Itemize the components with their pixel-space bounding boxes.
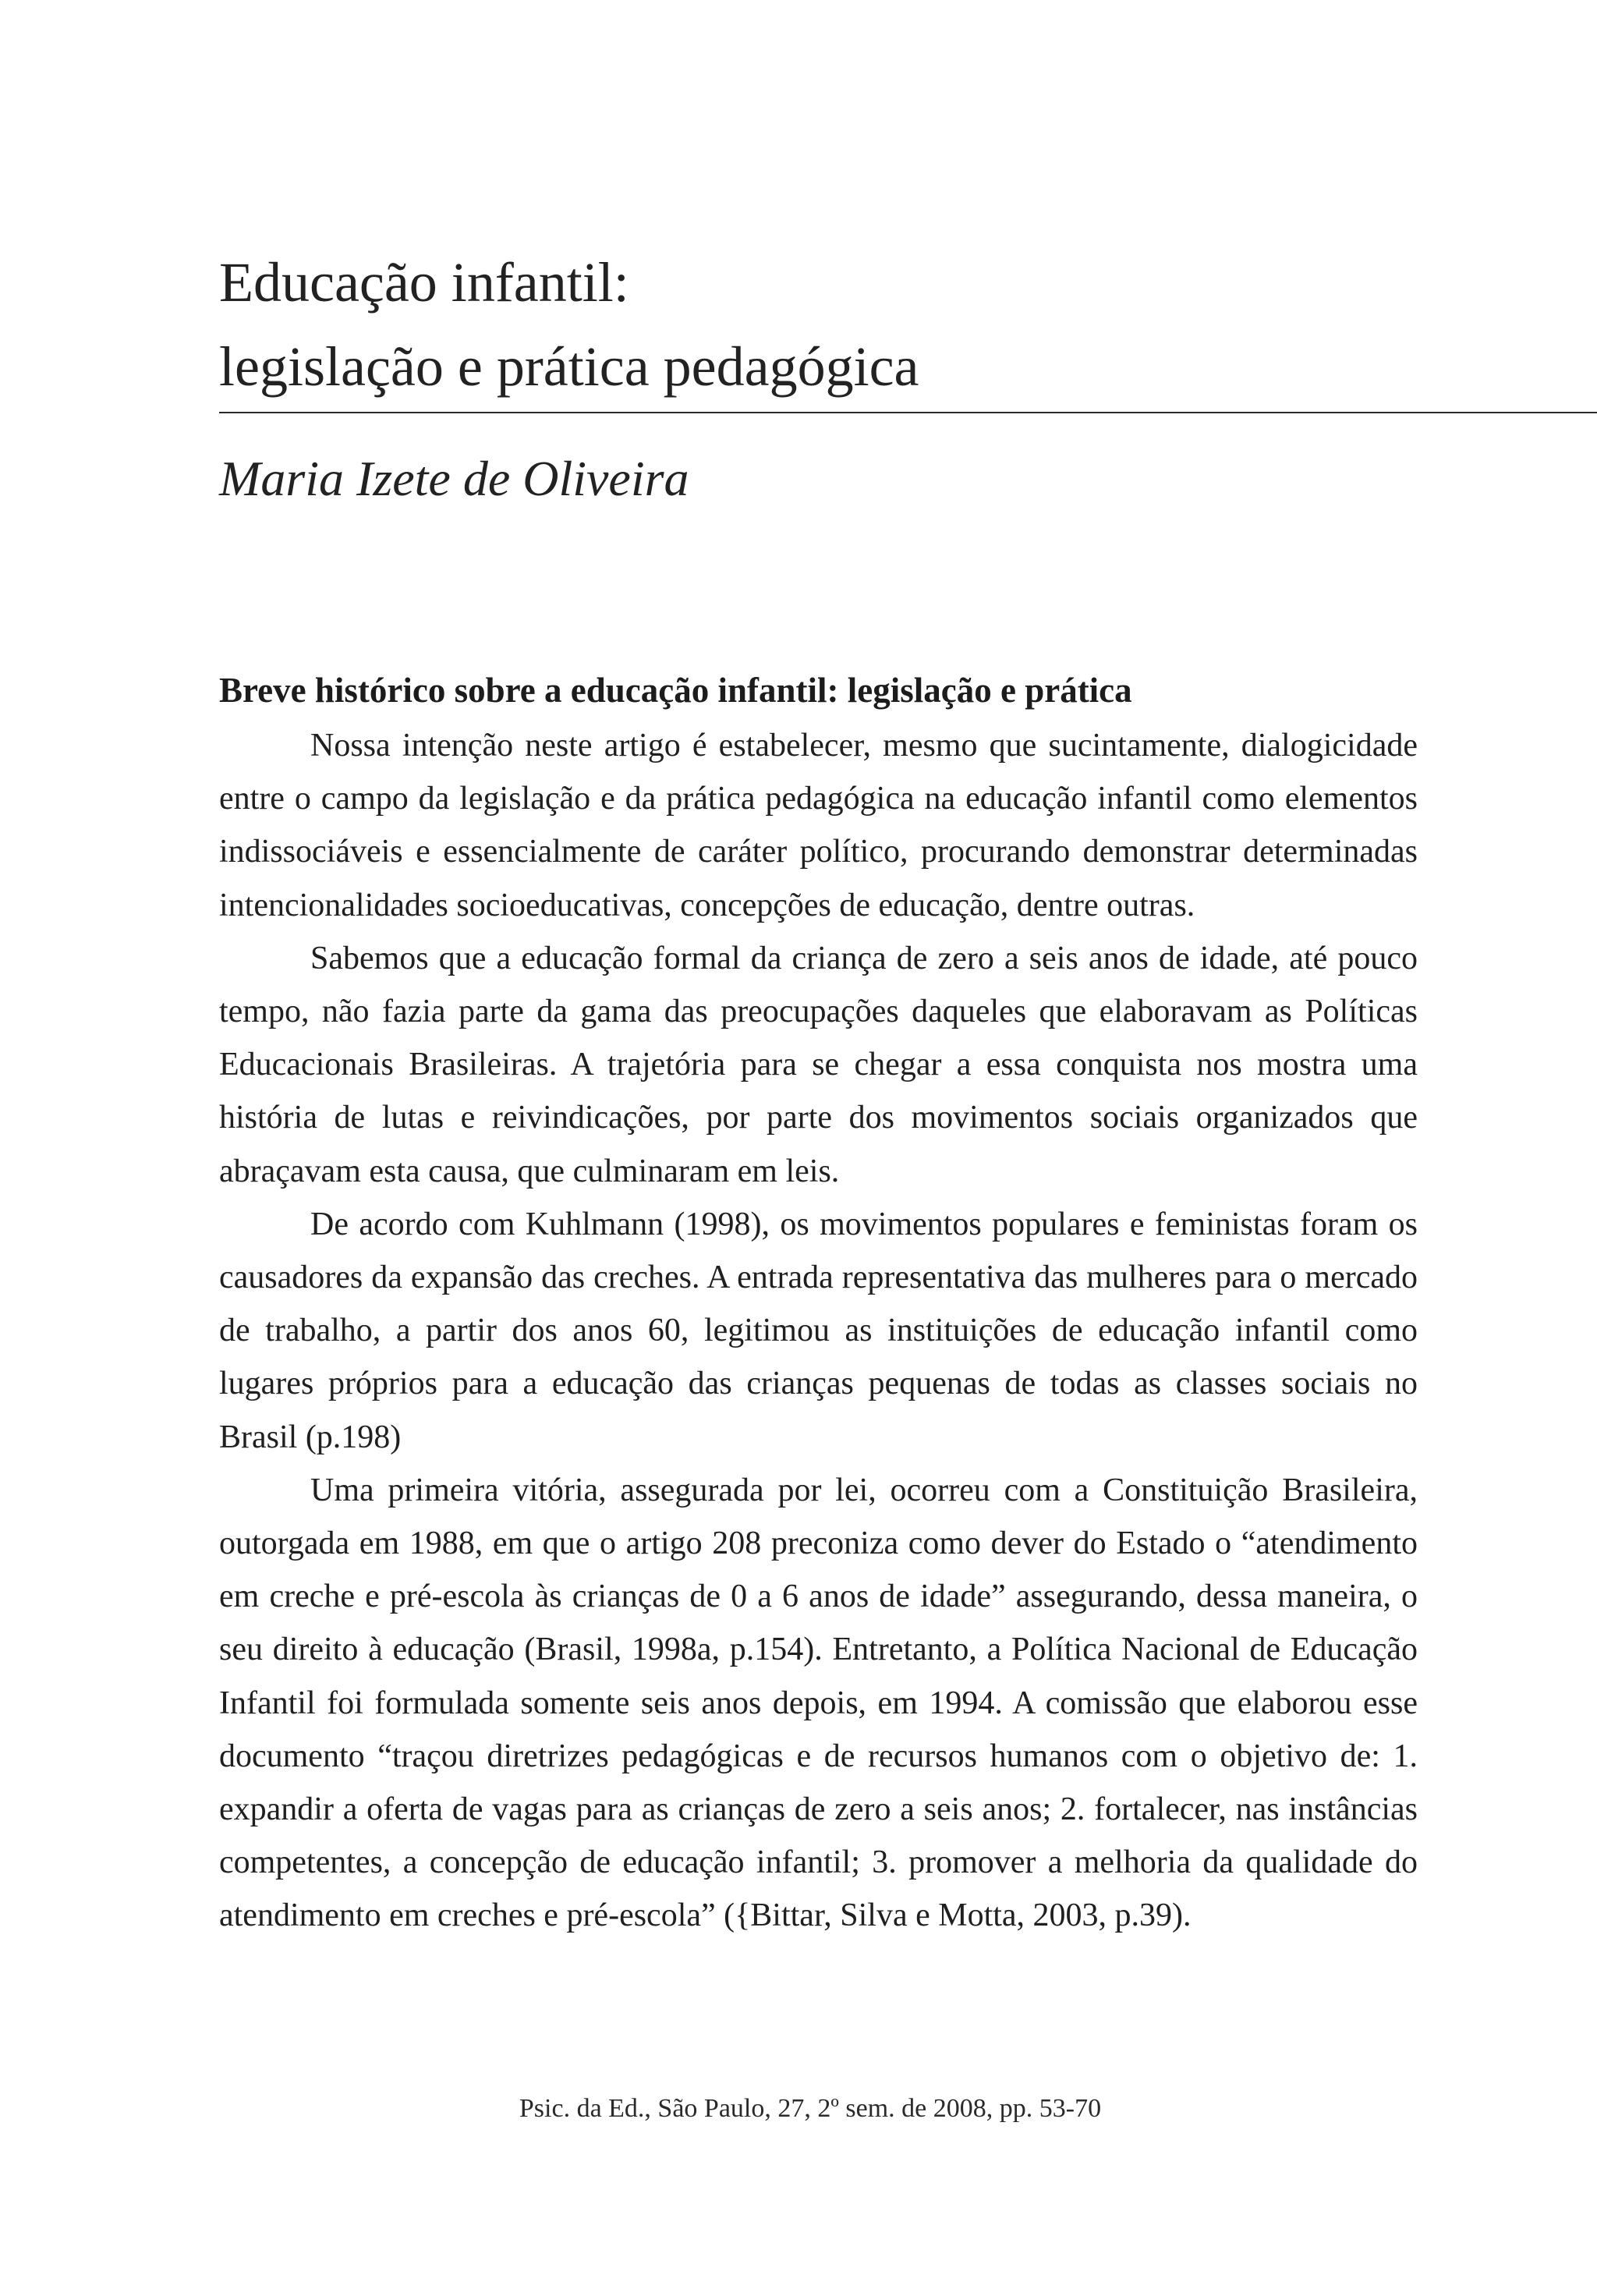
article-body	[219, 719, 1418, 1943]
paragraph-1: Nossa intenção neste artigo é estabelecer, mesmo que sucintamente, dialogicidade entre o campo da legislação e da prática pedagógica na educação infantil como elementos indissociáveis e essencialmente de caráter político, procurando demonstrar determinadas intencionalidades socioeducativas, concepções de educação, dentre outras.	[219, 728, 1418, 923]
author-name: Maria Izete de Oliveira	[219, 451, 689, 506]
title-divider	[219, 412, 1597, 413]
page-footer	[0, 2090, 1597, 2128]
journal-citation: Psic. da Ed., São Paulo, 27, 2º sem. de 2008, pp. 53-70	[519, 2094, 1102, 2123]
paragraph-3: De acordo com Kuhlmann (1998), os movimentos populares e feministas foram os causadores da expansão das creches. A entrada representativa das mulheres para o mercado de trabalho, a partir dos anos 60, legitimou as instituições de educação infantil como lugares próprios para a educação das crianças pequenas de todas as classes sociais no Brasil (p.198)	[219, 1206, 1418, 1455]
paragraph-4: Uma primeira vitória, assegurada por lei, ocorreu com a Constituição Brasileira, outorgada em 1988, em que o artigo 208 preconiza como dever do Estado o “atendimento em creche e pré-escola às crianças de 0 a 6 anos de idade” assegurando, dessa maneira, o seu direito à educação (Brasil, 1998a, p.154). Entretanto, a Política Nacional de Educação Infantil foi formulada somente seis anos depois, em 1994. A comissão que elaborou esse documento “traçou diretrizes pedagógicas e de recursos humanos com o objetivo de: 1. expandir a oferta de vagas para as crianças de zero a seis anos; 2. fortalecer, nas instâncias competentes, a concepção de educação infantil; 3. promover a melhoria da qualidade do atendimento em creches e pré-escola” ({Bittar, Silva e Motta, 2003, p.39).	[219, 1472, 1418, 1934]
paragraph-2: Sabemos que a educação formal da criança de zero a seis anos de idade, até pouco tempo, não fazia parte da gama das preocupações daqueles que elaboravam as Políticas Educacionais Brasileiras. A trajetória para se chegar a essa conquista nos mostra uma história de lutas e reivindicações, por parte dos movimentos sociais organizados que abraçavam esta causa, que culminaram em leis.	[219, 940, 1418, 1189]
article-title	[219, 240, 1545, 409]
article-title-line-2: legislação e prática pedagógica	[219, 335, 919, 398]
article-title-line-1: Educação infantil:	[219, 251, 629, 314]
section-heading: Breve histórico sobre a educação infantil: legislação e prática	[219, 671, 1132, 710]
